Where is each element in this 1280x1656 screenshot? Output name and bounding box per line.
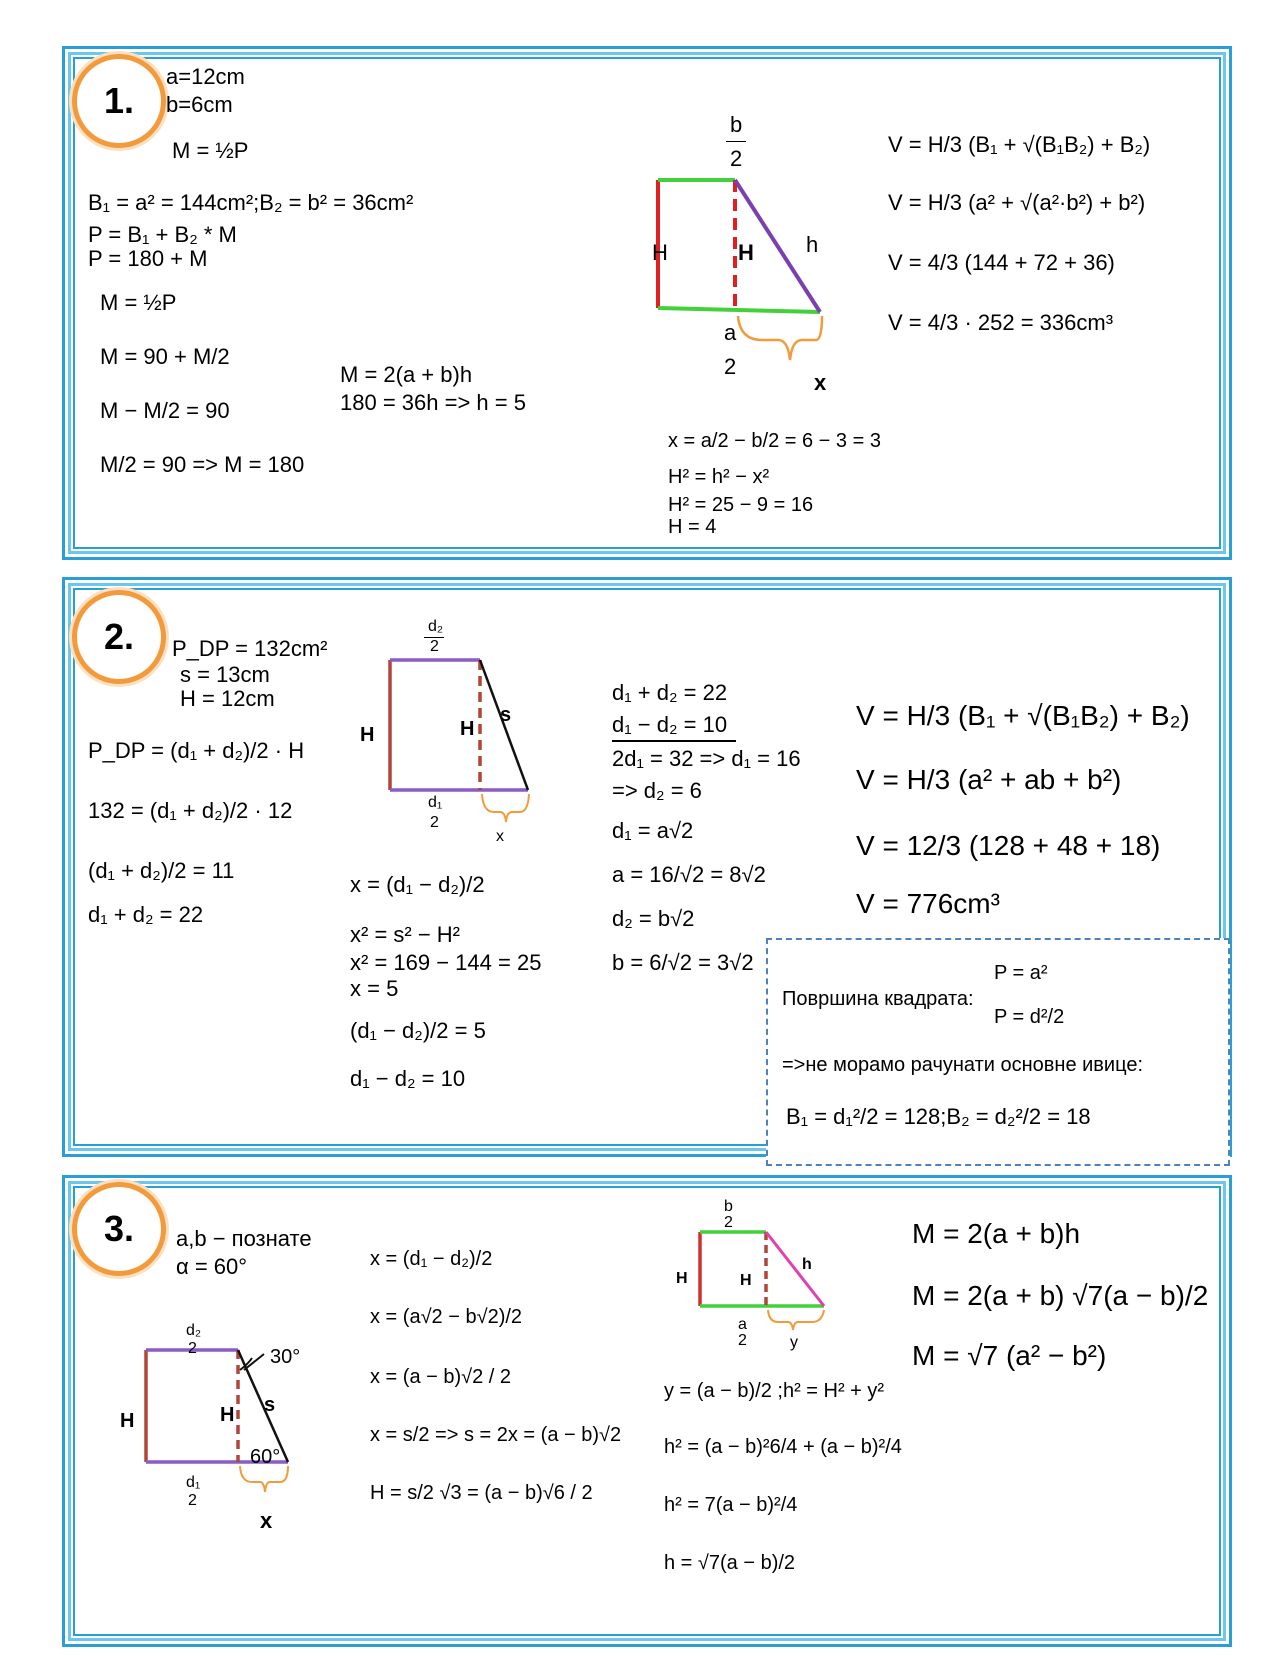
eq-base-areas: B₁ = a² = 144cm²;B₂ = b² = 36cm²	[88, 190, 414, 215]
eq-p-sum: P = B₁ + B₂ * M	[88, 222, 237, 247]
vol-result: V = 4/3 · 252 = 336cm³	[888, 310, 1114, 335]
fig2-d2: d₂	[428, 618, 444, 635]
eq-H-squared-value: H² = 25 − 9 = 16	[668, 494, 814, 516]
fig3-angle-30: 30°	[270, 1346, 301, 1368]
fig4-h: h	[802, 1256, 812, 1273]
vol-formula-3: V = 4/3 (144 + 72 + 36)	[888, 250, 1115, 275]
angle-pointer	[244, 1354, 264, 1370]
note-label: Површина квадрата:	[782, 988, 974, 1010]
eq-half-sum: (d₁ + d₂)/2 = 11	[88, 858, 235, 883]
vol2-formula-2: V = H/3 (a² + ab + b²)	[856, 764, 1122, 795]
eq-lateral-1: M = 2(a + b)h	[340, 362, 473, 387]
eq-pdp: P_DP = (d₁ + d₂)/2 · H	[88, 738, 305, 763]
fig4-H-left: H	[676, 1270, 688, 1287]
vol-formula-1: V = H/3 (B₁ + √(B₁B₂) + B₂)	[888, 132, 1151, 157]
fig1-a: a	[724, 320, 737, 345]
eq2-x-sq-val: x² = 169 − 144 = 25	[350, 950, 542, 975]
given-H: H = 12cm	[180, 686, 275, 711]
vol2-result: V = 776cm³	[856, 888, 1000, 919]
fig1-a-den: 2	[724, 354, 737, 379]
x-brace	[738, 316, 822, 360]
fig1-H-mid: H	[738, 240, 754, 265]
fig1-x: x	[814, 370, 827, 395]
fig2-d2-den: 2	[430, 638, 439, 655]
fig2-H-mid: H	[460, 718, 475, 740]
eq3-y: y = (a − b)/2 ;h² = H² + y²	[664, 1380, 885, 1402]
given-a: a=12cm	[166, 64, 245, 89]
fig3-H-mid: H	[220, 1404, 235, 1426]
fig3-angle-60: 60°	[250, 1446, 281, 1468]
eq-m4: M/2 = 90 => M = 180	[100, 452, 305, 477]
sys-b-val: b = 6/√2 = 3√2	[612, 950, 754, 975]
eq-132: 132 = (d₁ + d₂)/2 · 12	[88, 798, 293, 823]
sys-diff: d₁ − d₂ = 10	[612, 712, 728, 737]
eq-H-value: H = 4	[668, 516, 717, 538]
lat3-formula-1: M = 2(a + b)h	[912, 1218, 1081, 1249]
eq-m1: M = ½P	[100, 290, 177, 315]
fig3-H-left: H	[120, 1410, 135, 1432]
fig1-H-left: H	[652, 240, 668, 265]
fig3-d1: d₁	[186, 1474, 201, 1491]
vol2-formula-3: V = 12/3 (128 + 48 + 18)	[856, 830, 1161, 861]
fig4-b-den: 2	[724, 1214, 733, 1231]
eq2-diff-half: (d₁ − d₂)/2 = 5	[350, 1018, 486, 1043]
eq3-h: h = √7(a − b)/2	[664, 1552, 796, 1574]
eq3-h-sq-sum: h² = (a − b)²6/4 + (a − b)²/4	[664, 1436, 902, 1458]
fig1-b-bar	[726, 141, 746, 142]
sys-d1-a: d₁ = a√2	[612, 818, 694, 843]
problem-2-number: 2.	[72, 590, 166, 684]
eq-x-value: x = a/2 − b/2 = 6 − 3 = 3	[668, 430, 881, 452]
lat3-formula-2: M = 2(a + b) √7(a − b)/2	[912, 1280, 1209, 1311]
sys-d2: => d₂ = 6	[612, 778, 702, 803]
eq-m3: M − M/2 = 90	[100, 398, 230, 423]
bottom-base	[658, 308, 820, 312]
problem-3-number: 3.	[72, 1182, 166, 1276]
slant-h	[766, 1232, 824, 1306]
vol-formula-2: V = H/3 (a² + √(a²·b²) + b²)	[888, 190, 1146, 215]
fig2-s: s	[500, 704, 512, 726]
fig2-d1-den: 2	[430, 814, 439, 831]
fig4-a: a	[738, 1316, 747, 1333]
problem-1-number: 1.	[72, 54, 166, 148]
sys-sum-rule	[612, 740, 736, 742]
eq3-s-value: x = s/2 => s = 2x = (a − b)√2	[370, 1424, 622, 1446]
fig3-d1-den: 2	[188, 1492, 197, 1509]
eq-p-180: P = 180 + M	[88, 246, 208, 271]
x-brace	[482, 794, 529, 822]
fig1-b-den: 2	[730, 146, 743, 171]
eq2-x-def: x = (d₁ − d₂)/2	[350, 872, 485, 897]
note-area-d: P = d²/2	[994, 1006, 1065, 1028]
fig2-d1: d₁	[428, 794, 443, 811]
fig3-x: x	[260, 1508, 273, 1533]
fig4-a-den: 2	[738, 1332, 747, 1349]
fig2-top-bar	[424, 637, 444, 638]
fig3-s: s	[264, 1394, 276, 1416]
sys-d2-b: d₂ = b√2	[612, 906, 695, 931]
fig4-y: y	[790, 1334, 798, 1351]
sys-2d1: 2d₁ = 32 => d₁ = 16	[612, 746, 801, 771]
fig2-x: x	[496, 828, 504, 845]
eq3-x-root: x = (a√2 − b√2)/2	[370, 1306, 523, 1328]
given-s: s = 13cm	[180, 662, 270, 687]
eq2-x-sq: x² = s² − H²	[350, 922, 461, 947]
given-alpha: α = 60°	[176, 1254, 248, 1279]
vol2-formula-1: V = H/3 (B₁ + √(B₁B₂) + B₂)	[856, 700, 1190, 731]
eq3-x-factored: x = (a − b)√2 / 2	[370, 1366, 512, 1388]
fig3-d2-den: 2	[188, 1340, 197, 1357]
trapezoid-figure-2	[380, 650, 560, 840]
given-b: b=6cm	[166, 92, 233, 117]
given-ab: a,b − познате	[176, 1226, 312, 1251]
sys-sum: d₁ + d₂ = 22	[612, 680, 728, 705]
fig2-H-left: H	[360, 724, 375, 746]
fig3-d2: d₂	[186, 1322, 202, 1339]
eq3-x-def: x = (d₁ − d₂)/2	[370, 1248, 493, 1270]
eq3-h-sq: h² = 7(a − b)²/4	[664, 1494, 798, 1516]
trapezoid-figure-4	[690, 1222, 840, 1332]
sys-a-val: a = 16/√2 = 8√2	[612, 862, 766, 887]
given-pdp: P_DP = 132cm²	[172, 636, 328, 661]
fig4-H-mid: H	[740, 1272, 752, 1289]
eq-m2: M = 90 + M/2	[100, 344, 230, 369]
eq2-x-val: x = 5	[350, 976, 399, 1001]
fig1-h: h	[806, 232, 819, 257]
eq-lateral-2: 180 = 36h => h = 5	[340, 390, 526, 415]
fig1-b: b	[730, 112, 743, 137]
lat3-result: M = √7 (a² − b²)	[912, 1340, 1107, 1371]
fig4-b: b	[724, 1198, 733, 1215]
y-brace	[768, 1310, 824, 1330]
eq-m-half: M = ½P	[172, 138, 249, 163]
note-area-a: P = a²	[994, 962, 1048, 984]
note-bases: B₁ = d₁²/2 = 128;B₂ = d₂²/2 = 18	[786, 1104, 1091, 1129]
eq3-H-value: H = s/2 √3 = (a − b)√6 / 2	[370, 1482, 593, 1504]
note-text: =>не морамо рачунати основне ивице:	[782, 1054, 1143, 1076]
eq-H-squared: H² = h² − x²	[668, 466, 770, 488]
eq2-diff-10: d₁ − d₂ = 10	[350, 1066, 466, 1091]
eq-sum-22: d₁ + d₂ = 22	[88, 902, 204, 927]
